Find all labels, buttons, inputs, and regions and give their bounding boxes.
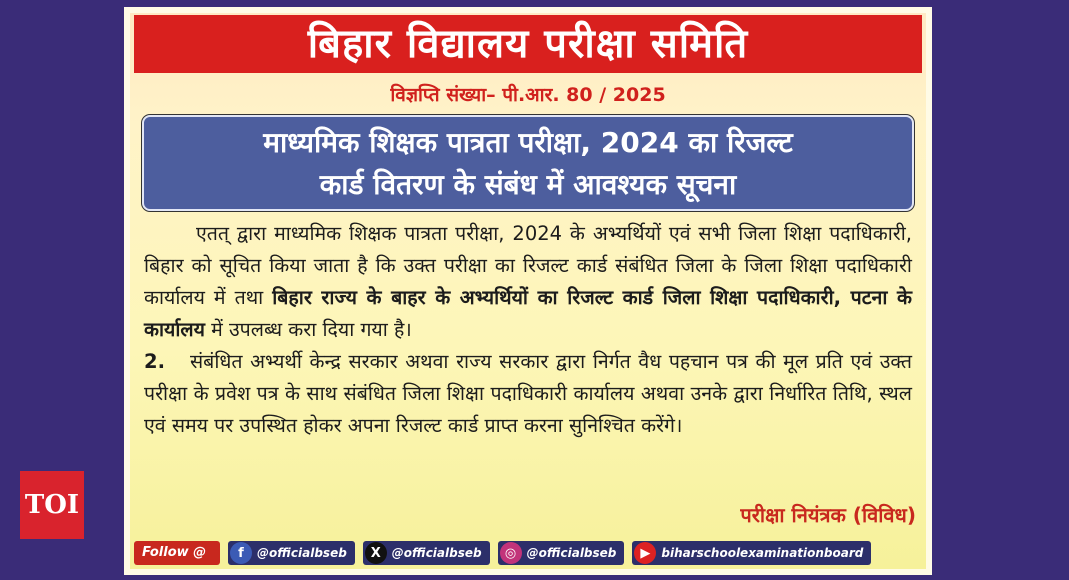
social-handle: @officialbseb <box>526 546 617 560</box>
paragraph-1-bold-text: बिहार राज्य के बाहर के अभ्यर्थियों का रिजल्ट कार्ड जिला शिक्षा पदाधिकारी, पटना के कार्यालय <box>144 286 912 341</box>
notice-poster <box>124 7 932 575</box>
social-link-facebook[interactable] <box>228 541 355 565</box>
social-bar <box>134 539 922 567</box>
instagram-icon: ◎ <box>500 542 522 564</box>
social-link-instagram[interactable] <box>498 541 625 565</box>
notice-number: विज्ञप्ति संख्या– पी.आर. 80 / 2025 <box>390 84 666 106</box>
youtube-icon: ▶ <box>634 542 656 564</box>
paragraph-1-text-b: में उपलब्ध करा दिया गया है। <box>204 318 412 341</box>
subject-line-2: कार्ड वितरण के संबंध में आवश्यक सूचना <box>319 168 737 201</box>
paragraph-2-number: 2. <box>144 350 165 373</box>
notice-body <box>144 218 912 442</box>
social-handle: @officialbseb <box>391 546 482 560</box>
social-link-x[interactable] <box>363 541 490 565</box>
social-link-youtube[interactable] <box>632 541 871 565</box>
paragraph-1 <box>144 218 912 346</box>
x-icon: X <box>365 542 387 564</box>
poster-background <box>130 13 926 569</box>
signature: परीक्षा नियंत्रक (विविध) <box>740 503 916 527</box>
paragraph-2 <box>144 346 912 442</box>
board-title: बिहार विद्यालय परीक्षा समिति <box>134 15 922 73</box>
paragraph-1-text-a: एतत् द्वारा माध्यमिक शिक्षक पात्रता परीक्षा, 2024 के अभ्यर्थियों एवं सभी जिला शिक्षा पदाधिकारी, बिहार को सूचित किया जाता है कि उक्त परीक्षा का रिजल्ट कार्ड संबंधित जिला के जिला शिक्षा पदाधिकारी कार्यालय में तथा <box>144 222 912 309</box>
social-handle: @officialbseb <box>257 546 347 560</box>
toi-logo[interactable]: TOI <box>20 471 84 539</box>
subject-box <box>142 115 914 211</box>
paragraph-2-text: संबंधित अभ्यर्थी केन्द्र सरकार अथवा राज्य सरकार द्वारा निर्गत वैध पहचान पत्र की मूल प्रति एवं उक्त परीक्षा के प्रवेश पत्र के साथ संबंधित जिला शिक्षा पदाधिकारी कार्यालय अथवा उनके द्वारा निर्धारित तिथि, स्थल एवं समय पर उपस्थित होकर अपना रिजल्ट कार्ड प्राप्त करना सुनिश्चित करेंगे। <box>144 350 912 437</box>
follow-label: Follow @ <box>134 541 220 565</box>
facebook-icon: f <box>230 542 252 564</box>
subject-line-1: माध्यमिक शिक्षक पात्रता परीक्षा, 2024 का रिजल्ट <box>263 126 793 159</box>
social-handle: biharschoolexaminationboard <box>661 546 864 560</box>
